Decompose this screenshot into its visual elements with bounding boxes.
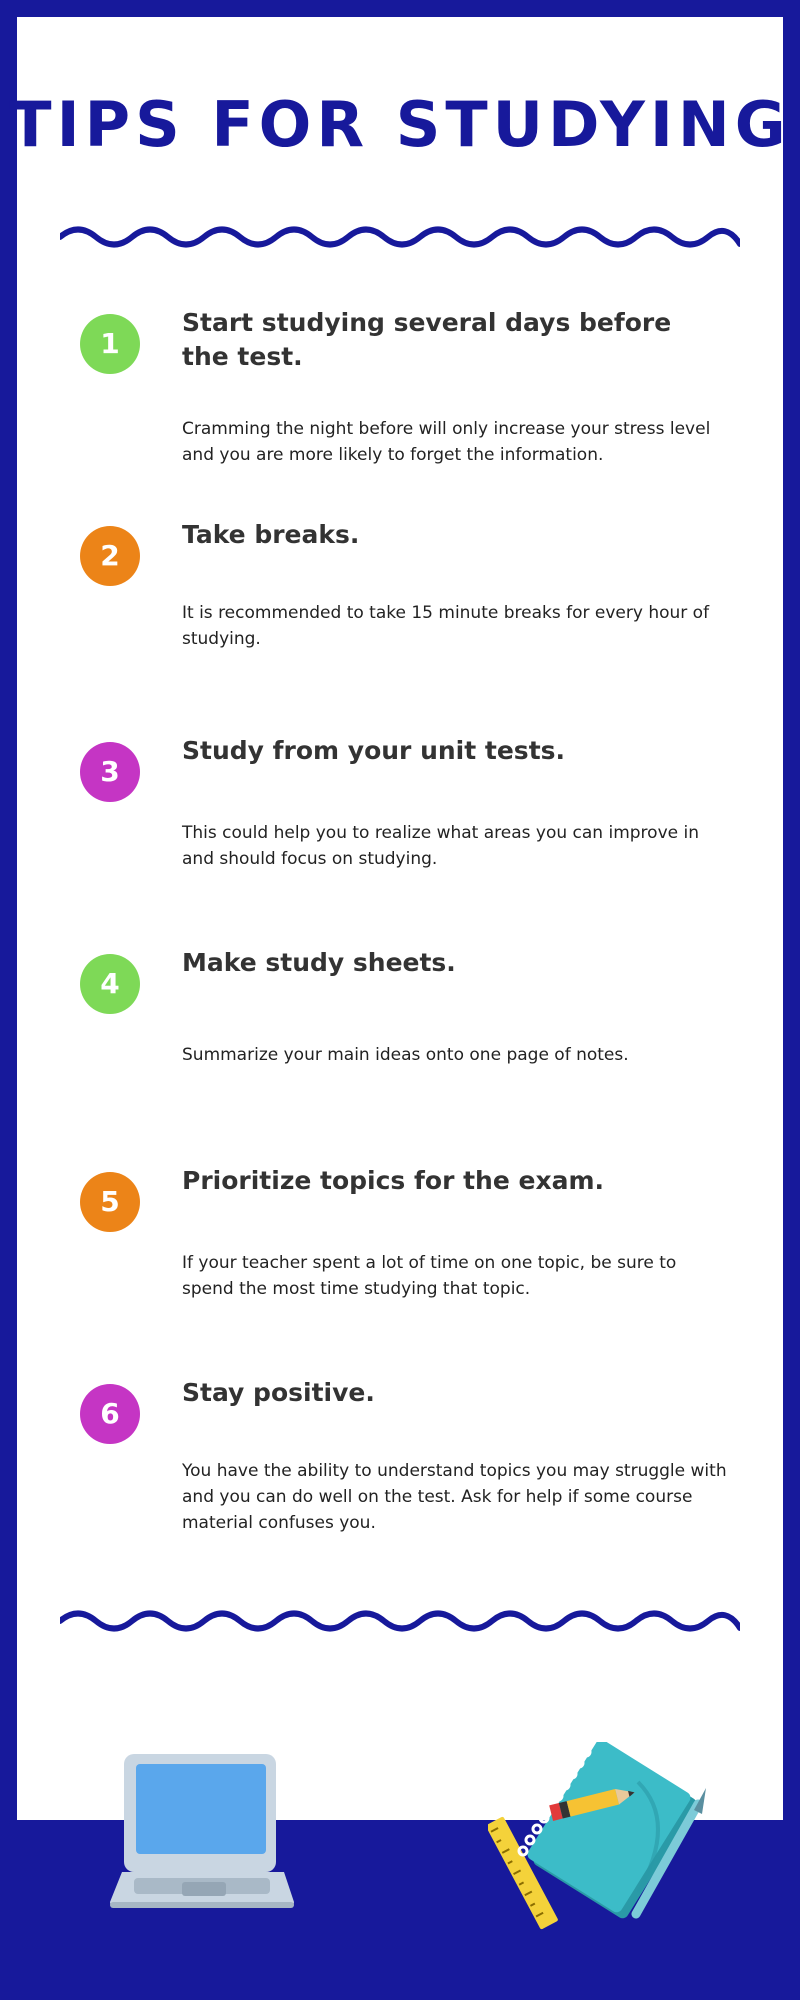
tip-description: This could help you to realize what areas you can improve in and should focus on studying. — [182, 823, 699, 869]
tip-number-badge: 3 — [80, 742, 140, 802]
page-title: TIPS FOR STUDYING — [9, 88, 791, 161]
bottom-wave-divider — [60, 1606, 740, 1636]
tip-heading: Study from your unit tests. — [182, 736, 566, 765]
tip-number-badge: 5 — [80, 1172, 140, 1232]
laptop-icon — [108, 1752, 298, 1912]
tip-number-badge: 2 — [80, 526, 140, 586]
tip-description: If your teacher spent a lot of time on one topic, be sure to spend the most time studying that topic. — [182, 1253, 677, 1299]
tip-heading: Take breaks. — [182, 520, 360, 549]
tip-description: Cramming the night before will only increase your stress level and you are more likely to forget the information. — [182, 419, 711, 465]
tip-description: You have the ability to understand topics you may struggle with and you can do well on the test. Ask for help if some course material confuses you. — [182, 1461, 727, 1533]
notebook-illustration — [488, 1742, 718, 1932]
tip-heading: Prioritize topics for the exam. — [182, 1166, 605, 1195]
tip-number-badge: 1 — [80, 314, 140, 374]
tip-description: Summarize your main ideas onto one page of notes. — [182, 1045, 629, 1065]
infographic-card — [17, 17, 783, 1820]
tip-number-badge: 6 — [80, 1384, 140, 1444]
tip-heading: Make study sheets. — [182, 948, 456, 977]
tip-description: It is recommended to take 15 minute breaks for every hour of studying. — [182, 603, 710, 649]
top-wave-divider — [60, 222, 740, 252]
tip-heading: Stay positive. — [182, 1378, 375, 1407]
notebook-icon — [519, 1742, 699, 1921]
tip-number-badge: 4 — [80, 954, 140, 1014]
tip-heading: Start studying several days before the test. — [182, 308, 672, 371]
